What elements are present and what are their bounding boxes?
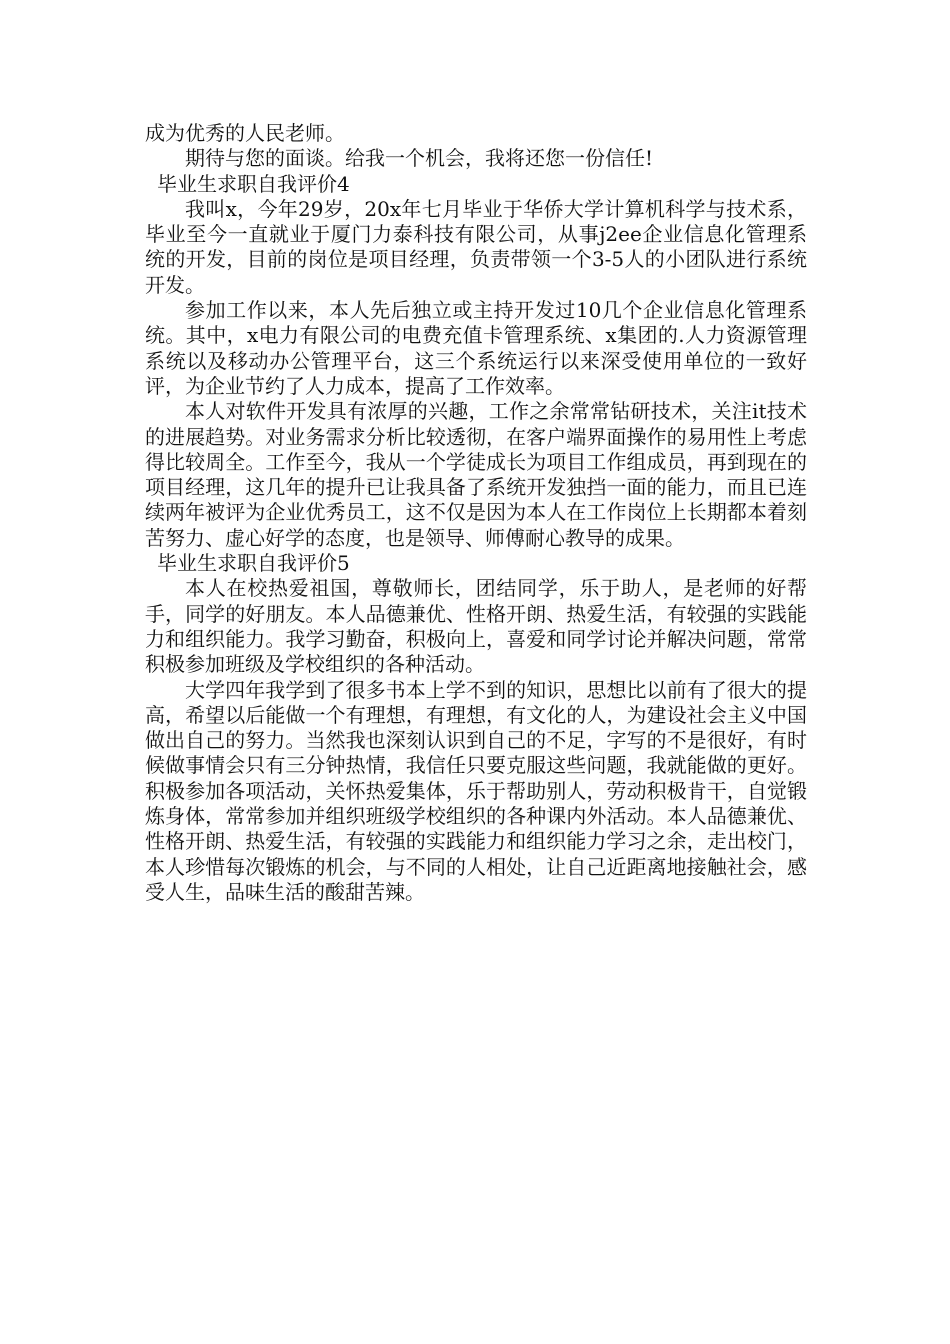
paragraph-continuation: 成为优秀的人民老师。 [145, 121, 345, 145]
section-heading-5: 毕业生求职自我评价5 [157, 551, 350, 576]
document-body [145, 121, 807, 905]
section-heading-4: 毕业生求职自我评价4 [157, 171, 350, 196]
paragraph-skills: 本人对软件开发具有浓厚的兴趣，工作之余常常钻研技术，关注it技术的进展趋势。对业务需求分析比较透彻，在客户端界面操作的易用性上考虑得比较周全。工作至今，我从一个学徒成长为项目工作组成员，再到现在的项目经理，这几年的提升已让我具备了系统开发独挡一面的能力，而且已连续两年被评为企业优秀员工，这不仅是因为本人在工作岗位上长期都本着刻苦努力、虚心好学的态度，也是领导、师傅耐心教导的成果。 [145, 399, 807, 550]
paragraph-closing: 期待与您的面谈。给我一个机会，我将还您一份信任! [185, 146, 654, 171]
paragraph-projects: 参加工作以来，本人先后独立或主持开发过10几个企业信息化管理系统。其中，x电力有限公司的电费充值卡管理系统、x集团的.人力资源管理系统以及移动办公管理平台，这三个系统运行以来深受使用单位的一致好评，为企业节约了人力成本，提高了工作效率。 [145, 298, 807, 398]
paragraph-school: 本人在校热爱祖国，尊敬师长，团结同学，乐于助人，是老师的好帮手，同学的好朋友。本人品德兼优、性格开朗、热爱生活，有较强的实践能力和组织能力。我学习勤奋，积极向上，喜爱和同学讨论并解决问题，常常积极参加班级及学校组织的各种活动。 [145, 576, 807, 677]
paragraph-intro: 我叫x，今年29岁，20x年七月毕业于华侨大学计算机科学与技术系，毕业至今一直就业于厦门力泰科技有限公司，从事j2ee企业信息化管理系统的开发，目前的岗位是项目经理，负责带领一个3-5人的小团队进行系统开发。 [145, 196, 807, 297]
paragraph-university: 大学四年我学到了很多书本上学不到的知识，思想比以前有了很大的提高，希望以后能做一个有理想，有理想，有文化的人，为建设社会主义中国做出自己的努力。当然我也深刻认识到自己的不足，字写的不是很好，有时候做事情会只有三分钟热情，我信任只要克服这些问题，我就能做的更好。积极参加各项活动，关怀热爱集体，乐于帮助别人，劳动积极肯干，自觉锻炼身体，常常参加并组织班级学校组织的各种课内外活动。本人品德兼优、性格开朗、热爱生活，有较强的实践能力和组织能力学习之余，走出校门，本人珍惜每次锻炼的机会，与不同的人相处，让自己近距离地接触社会，感受人生，品味生活的酸甜苦辣。 [145, 677, 807, 904]
